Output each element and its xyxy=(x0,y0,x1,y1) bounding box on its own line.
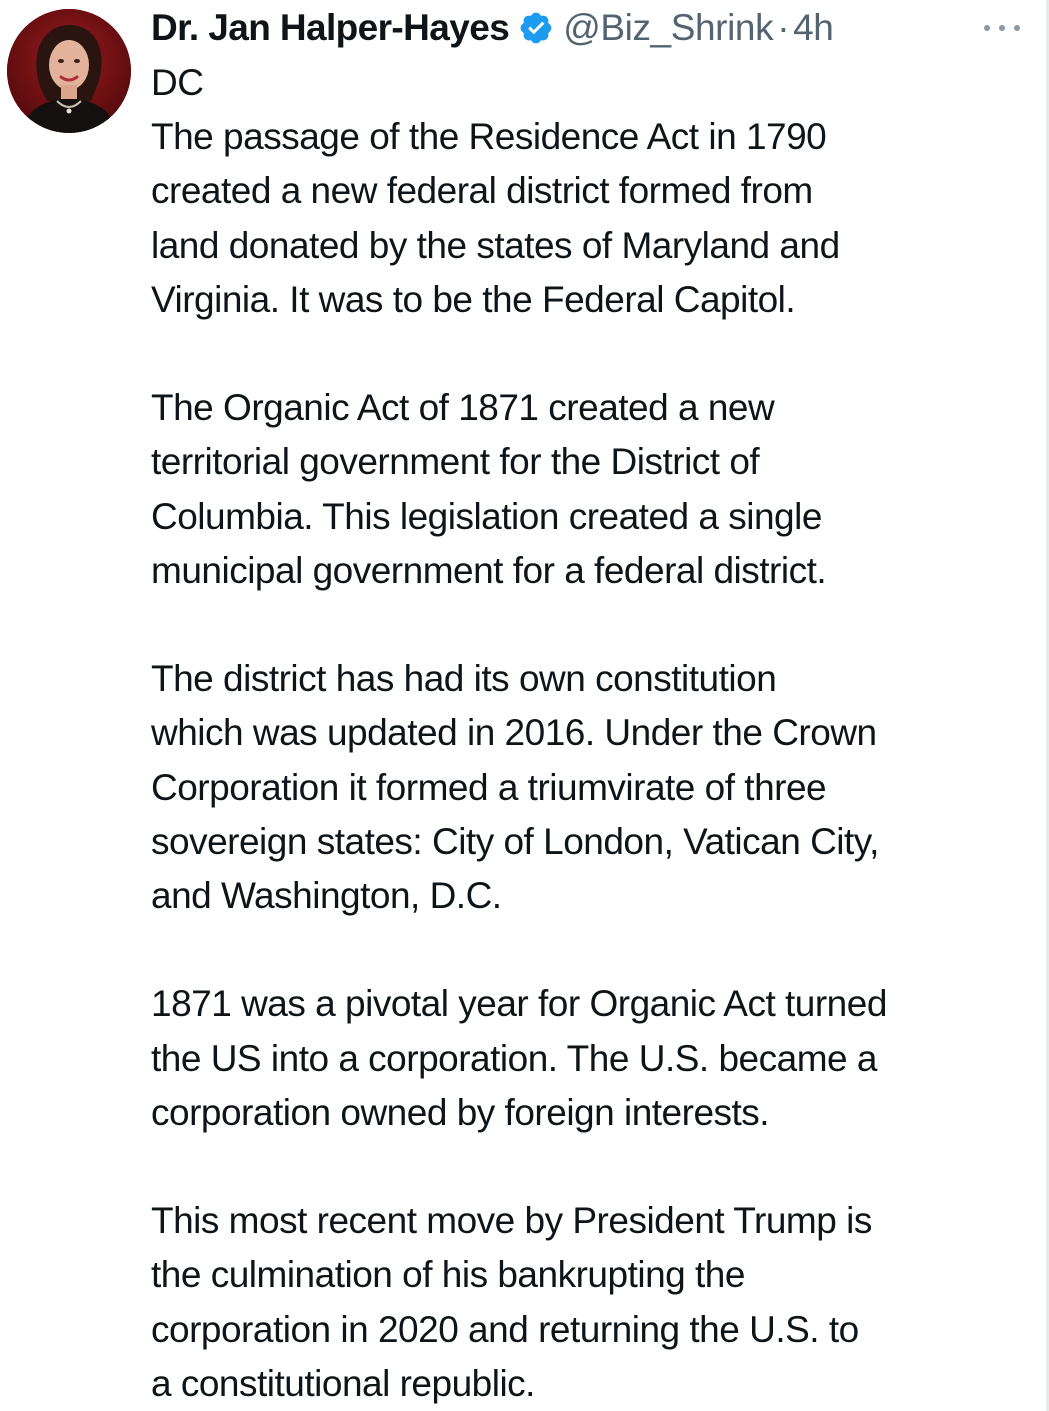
tweet-line: The district has had its own constitution xyxy=(151,658,777,700)
tweet-line: the US into a corporation. The U.S. became a xyxy=(151,1037,877,1079)
tweet-line: The passage of the Residence Act in 1790 xyxy=(151,116,827,158)
tweet-header xyxy=(151,4,833,52)
author-handle[interactable]: @Biz_Shrink xyxy=(563,7,774,48)
tweet-line: which was updated in 2016. Under the Crown xyxy=(151,712,877,754)
tweet-line: corporation owned by foreign interests. xyxy=(151,1091,770,1133)
tweet-line: Corporation it formed a triumvirate of three xyxy=(151,766,827,808)
tweet-line: created a new federal district formed from xyxy=(151,170,813,212)
tweet-line: land donated by the states of Maryland and xyxy=(151,224,840,266)
tweet-line: Virginia. It was to be the Federal Capitol. xyxy=(151,278,796,320)
tweet-line: corporation in 2020 and returning the U.S. to xyxy=(151,1308,859,1350)
tweet-line: a constitutional republic. xyxy=(151,1362,535,1404)
paragraph-3 xyxy=(151,652,1031,923)
separator-dot: · xyxy=(777,7,790,48)
tweet-line: This most recent move by President Trump is xyxy=(151,1200,872,1242)
tweet-timestamp[interactable]: 4h xyxy=(793,7,834,48)
more-options-icon[interactable] xyxy=(984,18,1020,38)
author-display-name[interactable]: Dr. Jan Halper-Hayes xyxy=(151,7,510,48)
paragraph-4 xyxy=(151,977,1031,1140)
tweet-line: municipal government for a federal district. xyxy=(151,549,827,591)
paragraph-2 xyxy=(151,381,1031,598)
paragraph-1 xyxy=(151,56,1031,327)
tweet-text xyxy=(151,56,1031,1411)
tweet-line: The Organic Act of 1871 created a new xyxy=(151,387,775,429)
tweet-line: the culmination of his bankrupting the xyxy=(151,1254,745,1296)
tweet-line: 1871 was a pivotal year for Organic Act turned xyxy=(151,983,887,1025)
avatar-image xyxy=(7,9,131,133)
tweet-line: and Washington, D.C. xyxy=(151,875,502,917)
verified-badge-icon[interactable] xyxy=(518,10,554,46)
avatar[interactable] xyxy=(7,9,131,133)
paragraph-5 xyxy=(151,1194,1031,1411)
tweet-line: Columbia. This legislation created a single xyxy=(151,495,822,537)
tweet-line: DC xyxy=(151,62,204,103)
tweet-line: sovereign states: City of London, Vatican City, xyxy=(151,820,879,862)
tweet-line: territorial government for the District of xyxy=(151,441,760,483)
